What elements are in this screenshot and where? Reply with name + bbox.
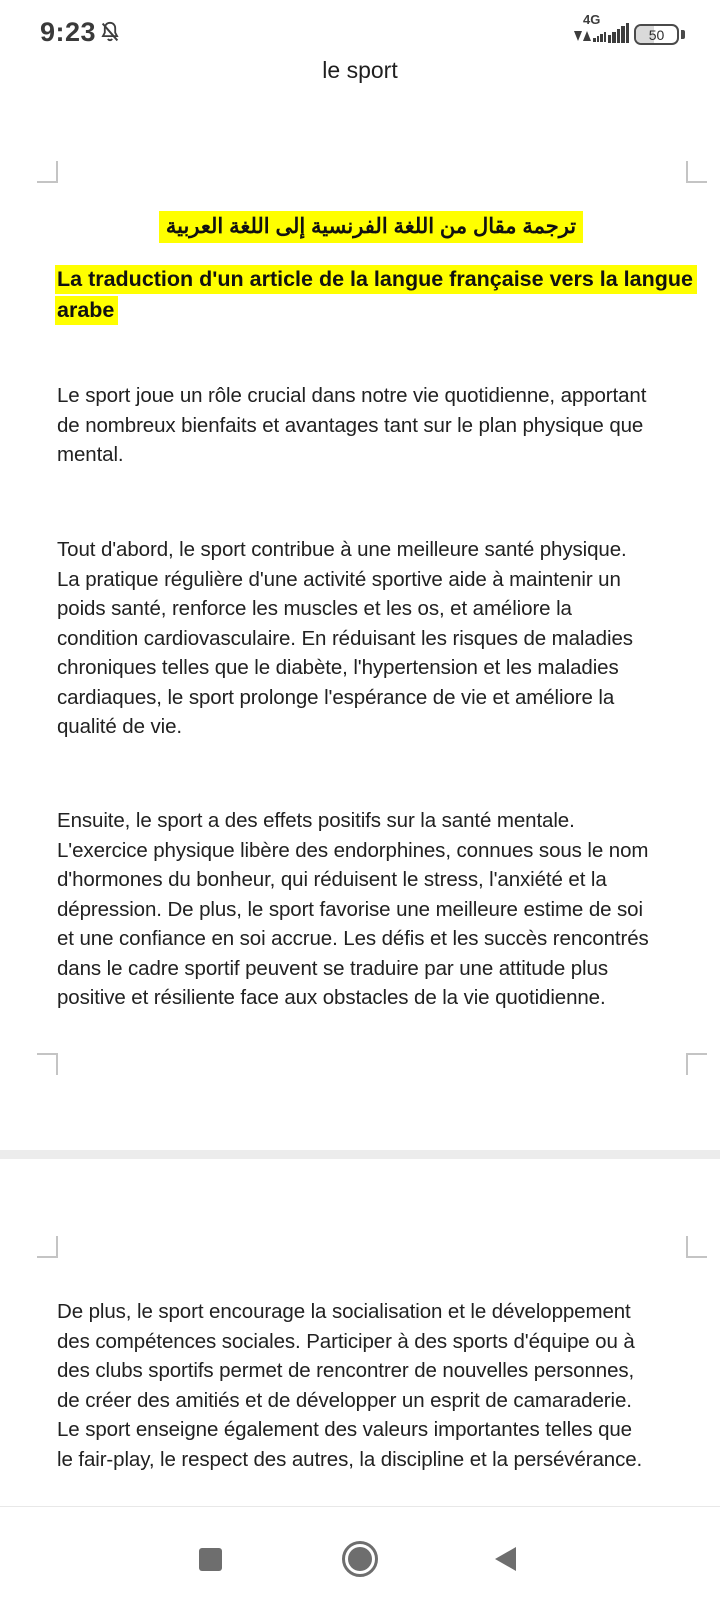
recents-square-icon bbox=[199, 1548, 222, 1571]
text-line: dépression. De plus, le sport favorise une meilleure estime de soi bbox=[57, 897, 643, 921]
text-line: des compétences sociales. Participer à des sports d'équipe ou à bbox=[57, 1329, 635, 1353]
arabic-heading bbox=[57, 214, 685, 239]
clock: 9:23 bbox=[40, 17, 97, 47]
text-boundary-mark-bottom-left bbox=[37, 1053, 58, 1075]
paragraph-3 bbox=[57, 806, 649, 1013]
text-line: qualité de vie. bbox=[57, 715, 183, 738]
home-circle-icon bbox=[342, 1541, 378, 1577]
text-line: d'hormones du bonheur, qui réduisent le stress, l'anxiété et la bbox=[57, 868, 607, 891]
battery-level: 50 bbox=[648, 26, 665, 43]
text-boundary-mark-bottom-right bbox=[686, 1053, 707, 1075]
home-button[interactable] bbox=[330, 1529, 390, 1589]
arabic-heading-highlight: ترجمة مقال من اللغة الفرنسية إلى اللغة العربية bbox=[159, 211, 583, 243]
notifications-muted-icon bbox=[97, 19, 123, 45]
text-line: cardiaques, le sport prolonge l'espérance de vie et améliore la bbox=[57, 685, 615, 709]
text-line: condition cardiovasculaire. En réduisant les risques de maladies bbox=[57, 626, 633, 650]
battery-icon bbox=[634, 24, 679, 45]
paragraph-1 bbox=[57, 381, 646, 470]
text-line: dans le cadre sportif peuvent se traduire par une attitude plus bbox=[57, 956, 608, 980]
battery-nub bbox=[681, 30, 685, 39]
text-line: De plus, le sport encourage la socialisation et le développement bbox=[57, 1300, 631, 1323]
text-line: Le sport joue un rôle crucial dans notre vie quotidienne, apportant bbox=[57, 384, 647, 407]
data-activity-arrows-icon bbox=[574, 31, 591, 41]
text-line: positive et résiliente face aux obstacles de la vie quotidienne. bbox=[57, 986, 606, 1009]
paragraph-2 bbox=[57, 535, 633, 742]
text-line: L'exercice physique libère des endorphines, connues sous le nom bbox=[57, 838, 649, 862]
french-heading bbox=[55, 264, 697, 325]
sim2-signal-bars-icon bbox=[593, 31, 606, 42]
recents-button[interactable] bbox=[180, 1529, 240, 1589]
text-line: mental. bbox=[57, 443, 124, 466]
text-boundary-mark-top-right bbox=[686, 1236, 707, 1258]
text-boundary-mark-top-right bbox=[686, 161, 707, 183]
back-triangle-icon bbox=[495, 1547, 516, 1571]
network-type-label: 4G bbox=[583, 12, 601, 27]
page-break-divider bbox=[0, 1150, 720, 1159]
back-button[interactable] bbox=[475, 1529, 535, 1589]
text-boundary-mark-top-left bbox=[37, 1236, 58, 1258]
text-line: de créer des amitiés et de développer un esprit de camaraderie. bbox=[57, 1388, 632, 1412]
text-line: de nombreux bienfaits et avantages tant sur le plan physique que bbox=[57, 413, 644, 437]
text-line: poids santé, renforce les muscles et les os, et améliore la bbox=[57, 597, 572, 620]
android-nav-bar bbox=[0, 1506, 720, 1600]
french-heading-line: arabe bbox=[55, 295, 697, 326]
text-line: Ensuite, le sport a des effets positifs sur la santé mentale. bbox=[57, 809, 575, 832]
text-line: chroniques telles que le diabète, l'hypertension et les maladies bbox=[57, 656, 619, 679]
signal-bars-icon bbox=[608, 23, 629, 43]
text-line: Tout d'abord, le sport contribue à une meilleure santé physique. bbox=[57, 538, 627, 561]
paragraph-4 bbox=[57, 1297, 642, 1474]
text-line: La pratique régulière d'une activité sportive aide à maintenir un bbox=[57, 567, 621, 591]
text-line: Le sport enseigne également des valeurs importantes telles que bbox=[57, 1418, 632, 1441]
text-line: des clubs sportifs permet de rencontrer de nouvelles personnes, bbox=[57, 1359, 635, 1382]
text-line: et une confiance en soi accrue. Les défis et les succès rencontrés bbox=[57, 927, 649, 950]
french-heading-line: La traduction d'un article de la langue française vers la langue bbox=[55, 264, 697, 295]
document-title: le sport bbox=[322, 57, 398, 83]
text-boundary-mark-top-left bbox=[37, 161, 58, 183]
text-line: le fair-play, le respect des autres, la discipline et la persévérance. bbox=[57, 1447, 643, 1471]
